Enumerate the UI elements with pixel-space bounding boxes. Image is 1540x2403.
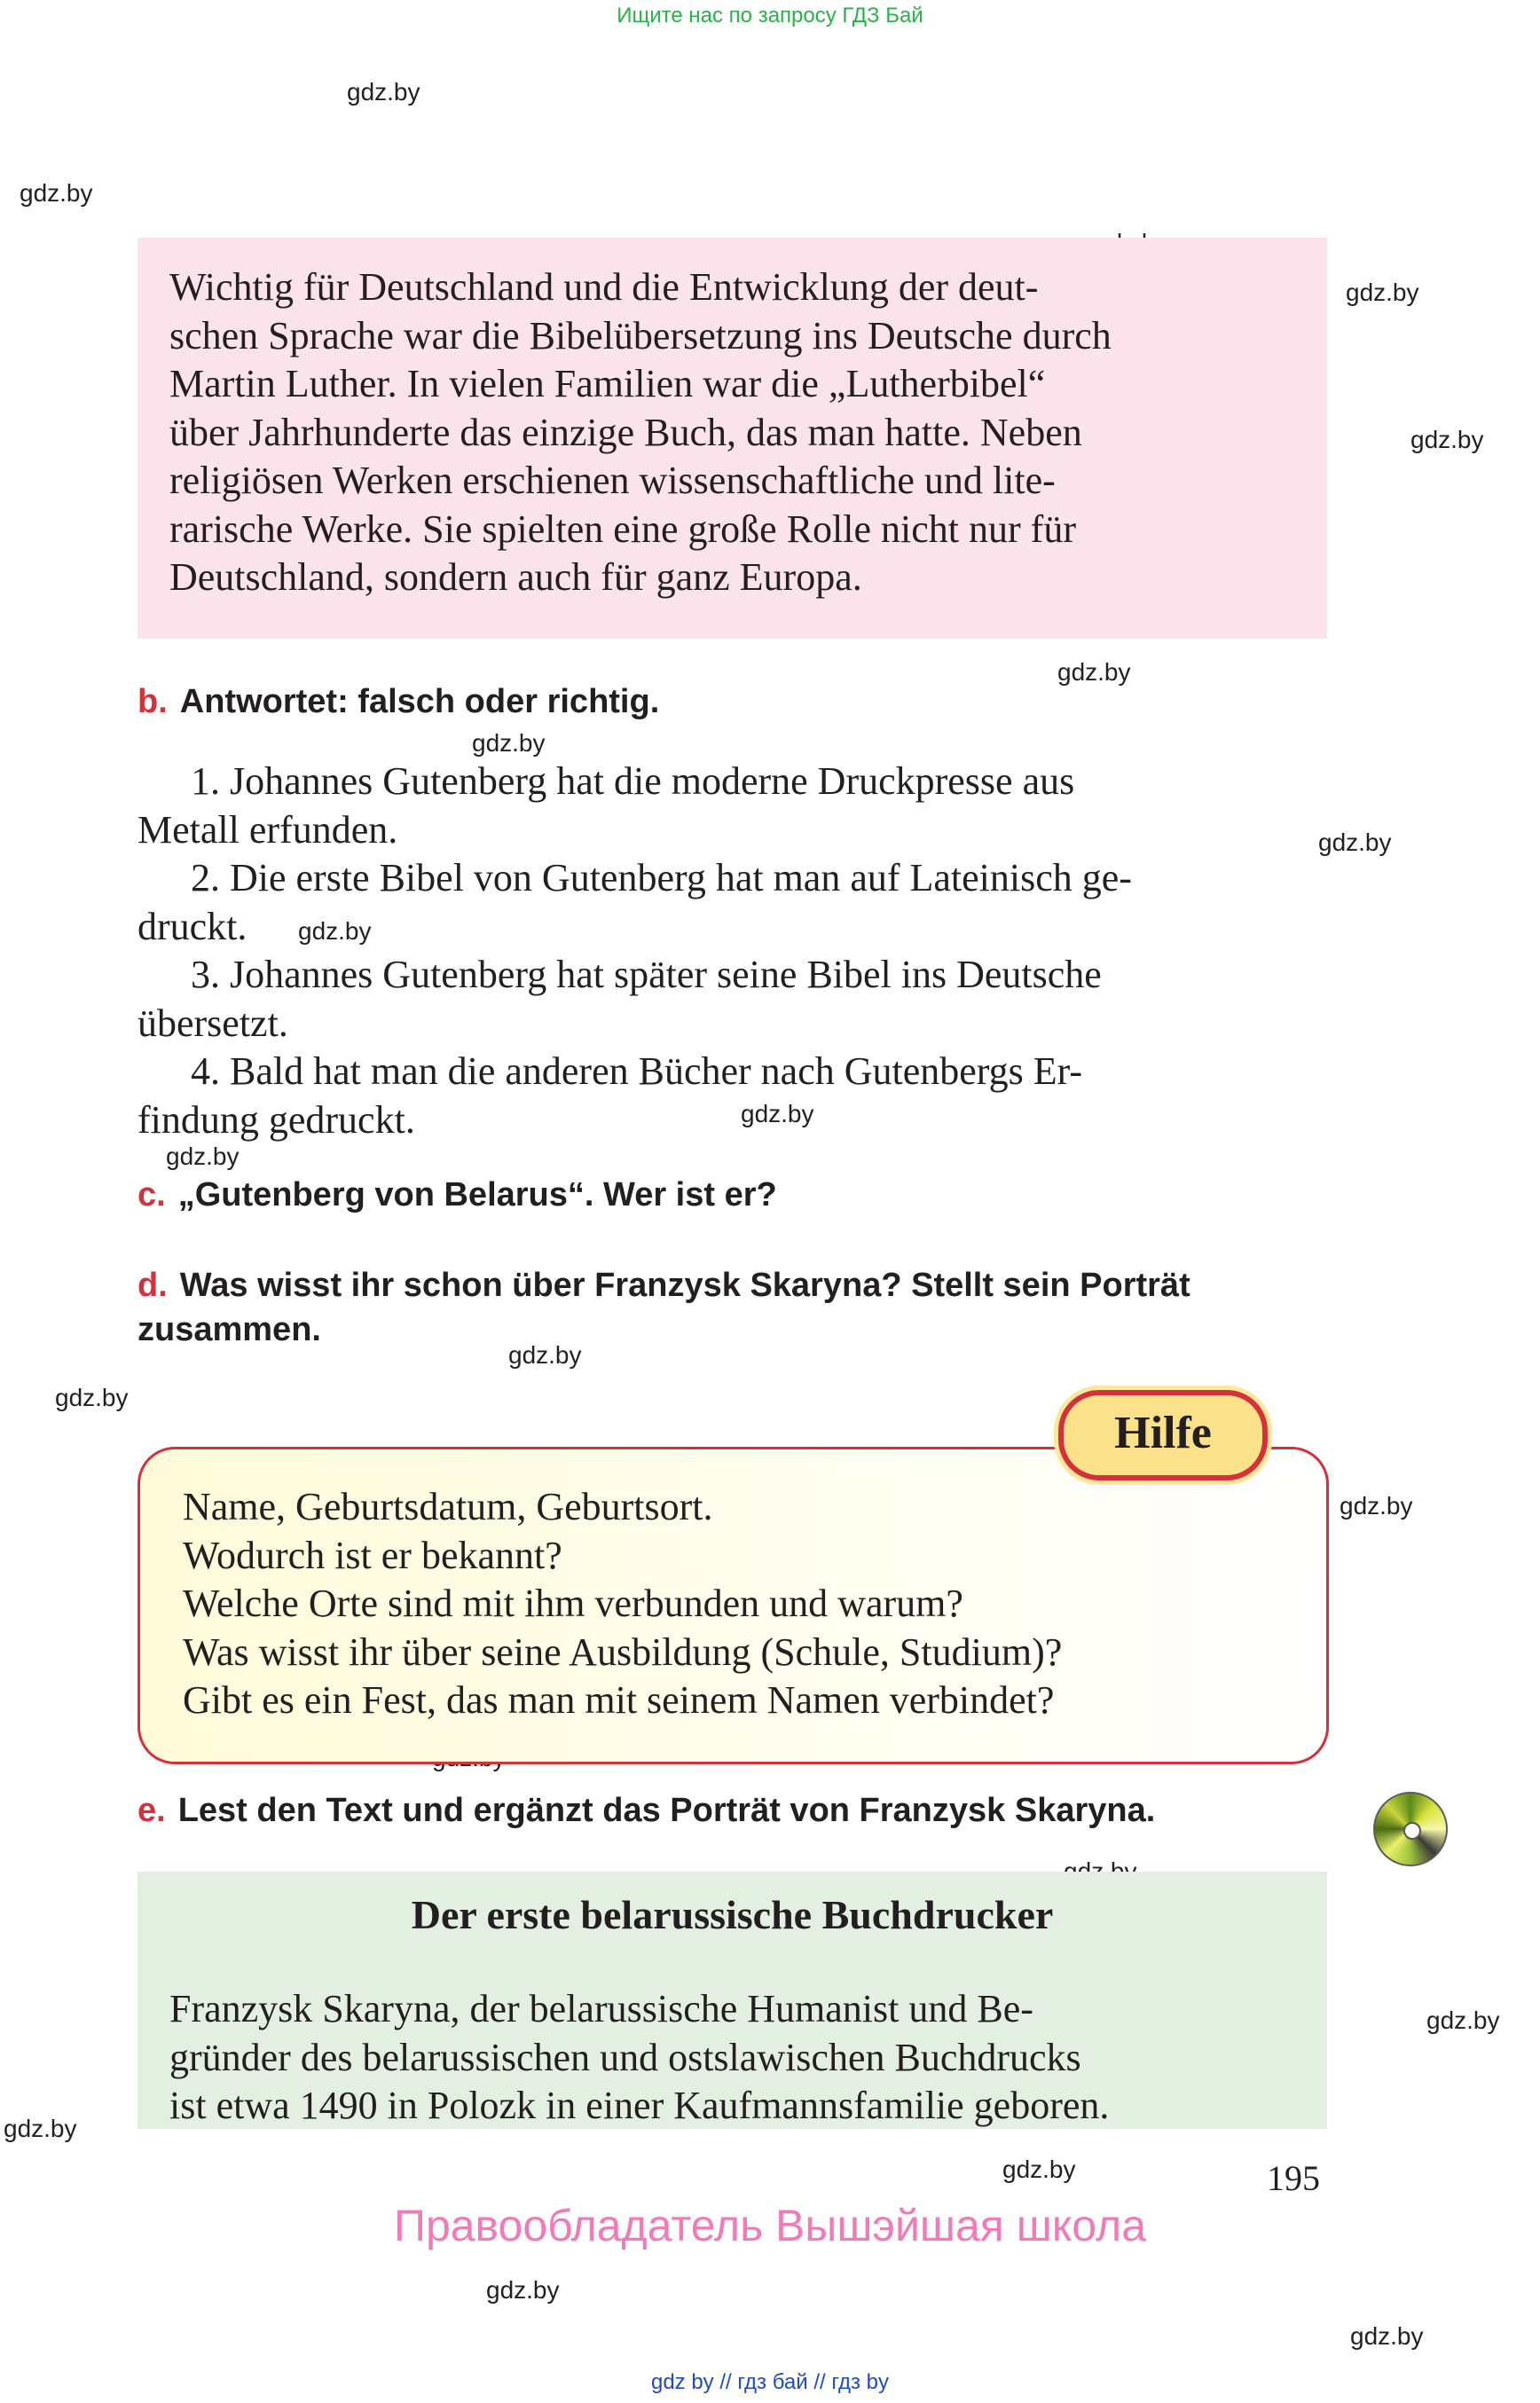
task-text: Antwortet: falsch oder richtig. (179, 683, 660, 720)
intro-text-box (138, 238, 1327, 639)
watermark: gdz.by (1410, 426, 1484, 453)
watermark: gdz.by (20, 179, 93, 207)
page-number: 195 (1267, 2158, 1320, 2198)
hilfe-questions (183, 1483, 1062, 1725)
reading-paragraph: Franzysk Skaryna, der belarussische Humanist und Be- gründer des belarussischen und ostslawischen Buchdrucks ist etwa 1490 in Polozk in einer Kaufmannsfamilie geboren. (169, 1987, 1110, 2127)
task-c (138, 1176, 777, 1214)
watermark: gdz.by (1002, 2156, 1076, 2183)
watermark: gdz.by (1350, 2322, 1424, 2350)
task-letter: b. (138, 683, 168, 720)
hilfe-line: Wodurch ist er bekannt? (183, 1533, 562, 1577)
hilfe-badge: Hilfe (1058, 1390, 1268, 1480)
statement-1: 1. Johannes Gutenberg hat die moderne Druckpresse aus (191, 759, 1075, 803)
task-b (138, 683, 659, 721)
statement-2: 2. Die erste Bibel von Gutenberg hat man auf Lateinisch ge- (191, 856, 1132, 899)
watermark: gdz.by (486, 2276, 560, 2304)
watermark: gdz.by (1318, 828, 1392, 856)
reading-text-box (138, 1872, 1327, 2129)
task-letter: d. (138, 1267, 168, 1304)
watermark: gdz.by (347, 78, 420, 106)
task-letter: c. (138, 1176, 166, 1213)
statement-3: 3. Johannes Gutenberg hat später seine Bibel ins Deutsche (191, 953, 1102, 996)
watermark: gdz.by (472, 729, 546, 757)
watermark: gdz.by (1057, 658, 1131, 686)
watermark: gdz.by (1346, 279, 1419, 306)
intro-paragraph: Wichtig für Deutschland und die Entwicklung der deut- schen Sprache war die Bibelübersetzung ins Deutsche durch Martin Luther. In vielen Familien war die „Lutherbibel“ über Jahrhunderte das einzige Buch, das man hatte. Neben religiösen Werken erschienen wissenschaftliche und lite- rarische Werke. Sie spielten eine große Rolle nicht nur für Deutschland, sondern auch für ganz Europa. (169, 265, 1112, 599)
search-hint[interactable]: Ищите нас по запросу ГДЗ Бай (617, 4, 923, 27)
task-d: d. Was wisst ihr schon über Franzysk Skaryna? Stellt sein Porträt zusammen. (138, 1267, 1190, 1348)
watermark: gdz.by (741, 1100, 814, 1127)
audio-cd-icon[interactable] (1373, 1792, 1448, 1866)
task-text: Was wisst ihr schon über Franzysk Skaryna? Stellt sein Porträt (179, 1267, 1190, 1304)
hilfe-line: Was wisst ihr über seine Ausbildung (Schule, Studium)? (183, 1629, 1063, 1674)
statement-list: 1. Johannes Gutenberg hat die moderne Druckpresse aus Metall erfunden. 2. Die erste Bibel von Gutenberg hat man auf Lateinisch ge- druckt. 3. Johannes Gutenberg hat später seine Bibel ins Deutsche übersetzt. 4. Bald hat man die anderen Bücher nach Gutenbergs Er- findung gedruckt. (138, 758, 1327, 1144)
copyright-notice: Правообладатель Вышэйшая школа (394, 2201, 1146, 2250)
hilfe-line: Name, Geburtsdatum, Geburtsort. (183, 1485, 713, 1528)
watermark: gdz.by (55, 1384, 129, 1411)
watermark: gdz.by (166, 1143, 240, 1170)
task-text: Lest den Text und ergänzt das Porträt von Franzysk Skaryna. (177, 1792, 1156, 1829)
watermark: gdz.by (298, 917, 372, 945)
hilfe-box (138, 1447, 1329, 1764)
watermark: gdz.by (1426, 2006, 1500, 2034)
task-e (138, 1792, 1155, 1830)
hilfe-line: Gibt es ein Fest, das man mit seinem Namen verbindet? (183, 1678, 1055, 1722)
task-letter: e. (138, 1792, 166, 1829)
hilfe-line: Welche Orte sind mit ihm verbunden und warum? (183, 1582, 963, 1625)
reading-title: Der erste belarussische Buchdrucker (411, 1892, 1054, 1937)
watermark: gdz.by (1340, 1492, 1413, 1520)
statement-4: 4. Bald hat man die anderen Bücher nach Gutenbergs Er- (191, 1049, 1083, 1093)
task-text: „Gutenberg von Belarus“. Wer ist er? (177, 1176, 777, 1213)
watermark: gdz.by (4, 2115, 77, 2142)
footer-links[interactable]: gdz by // гдз бай // гдз by (650, 2370, 890, 2394)
watermark: gdz.by (508, 1341, 582, 1369)
